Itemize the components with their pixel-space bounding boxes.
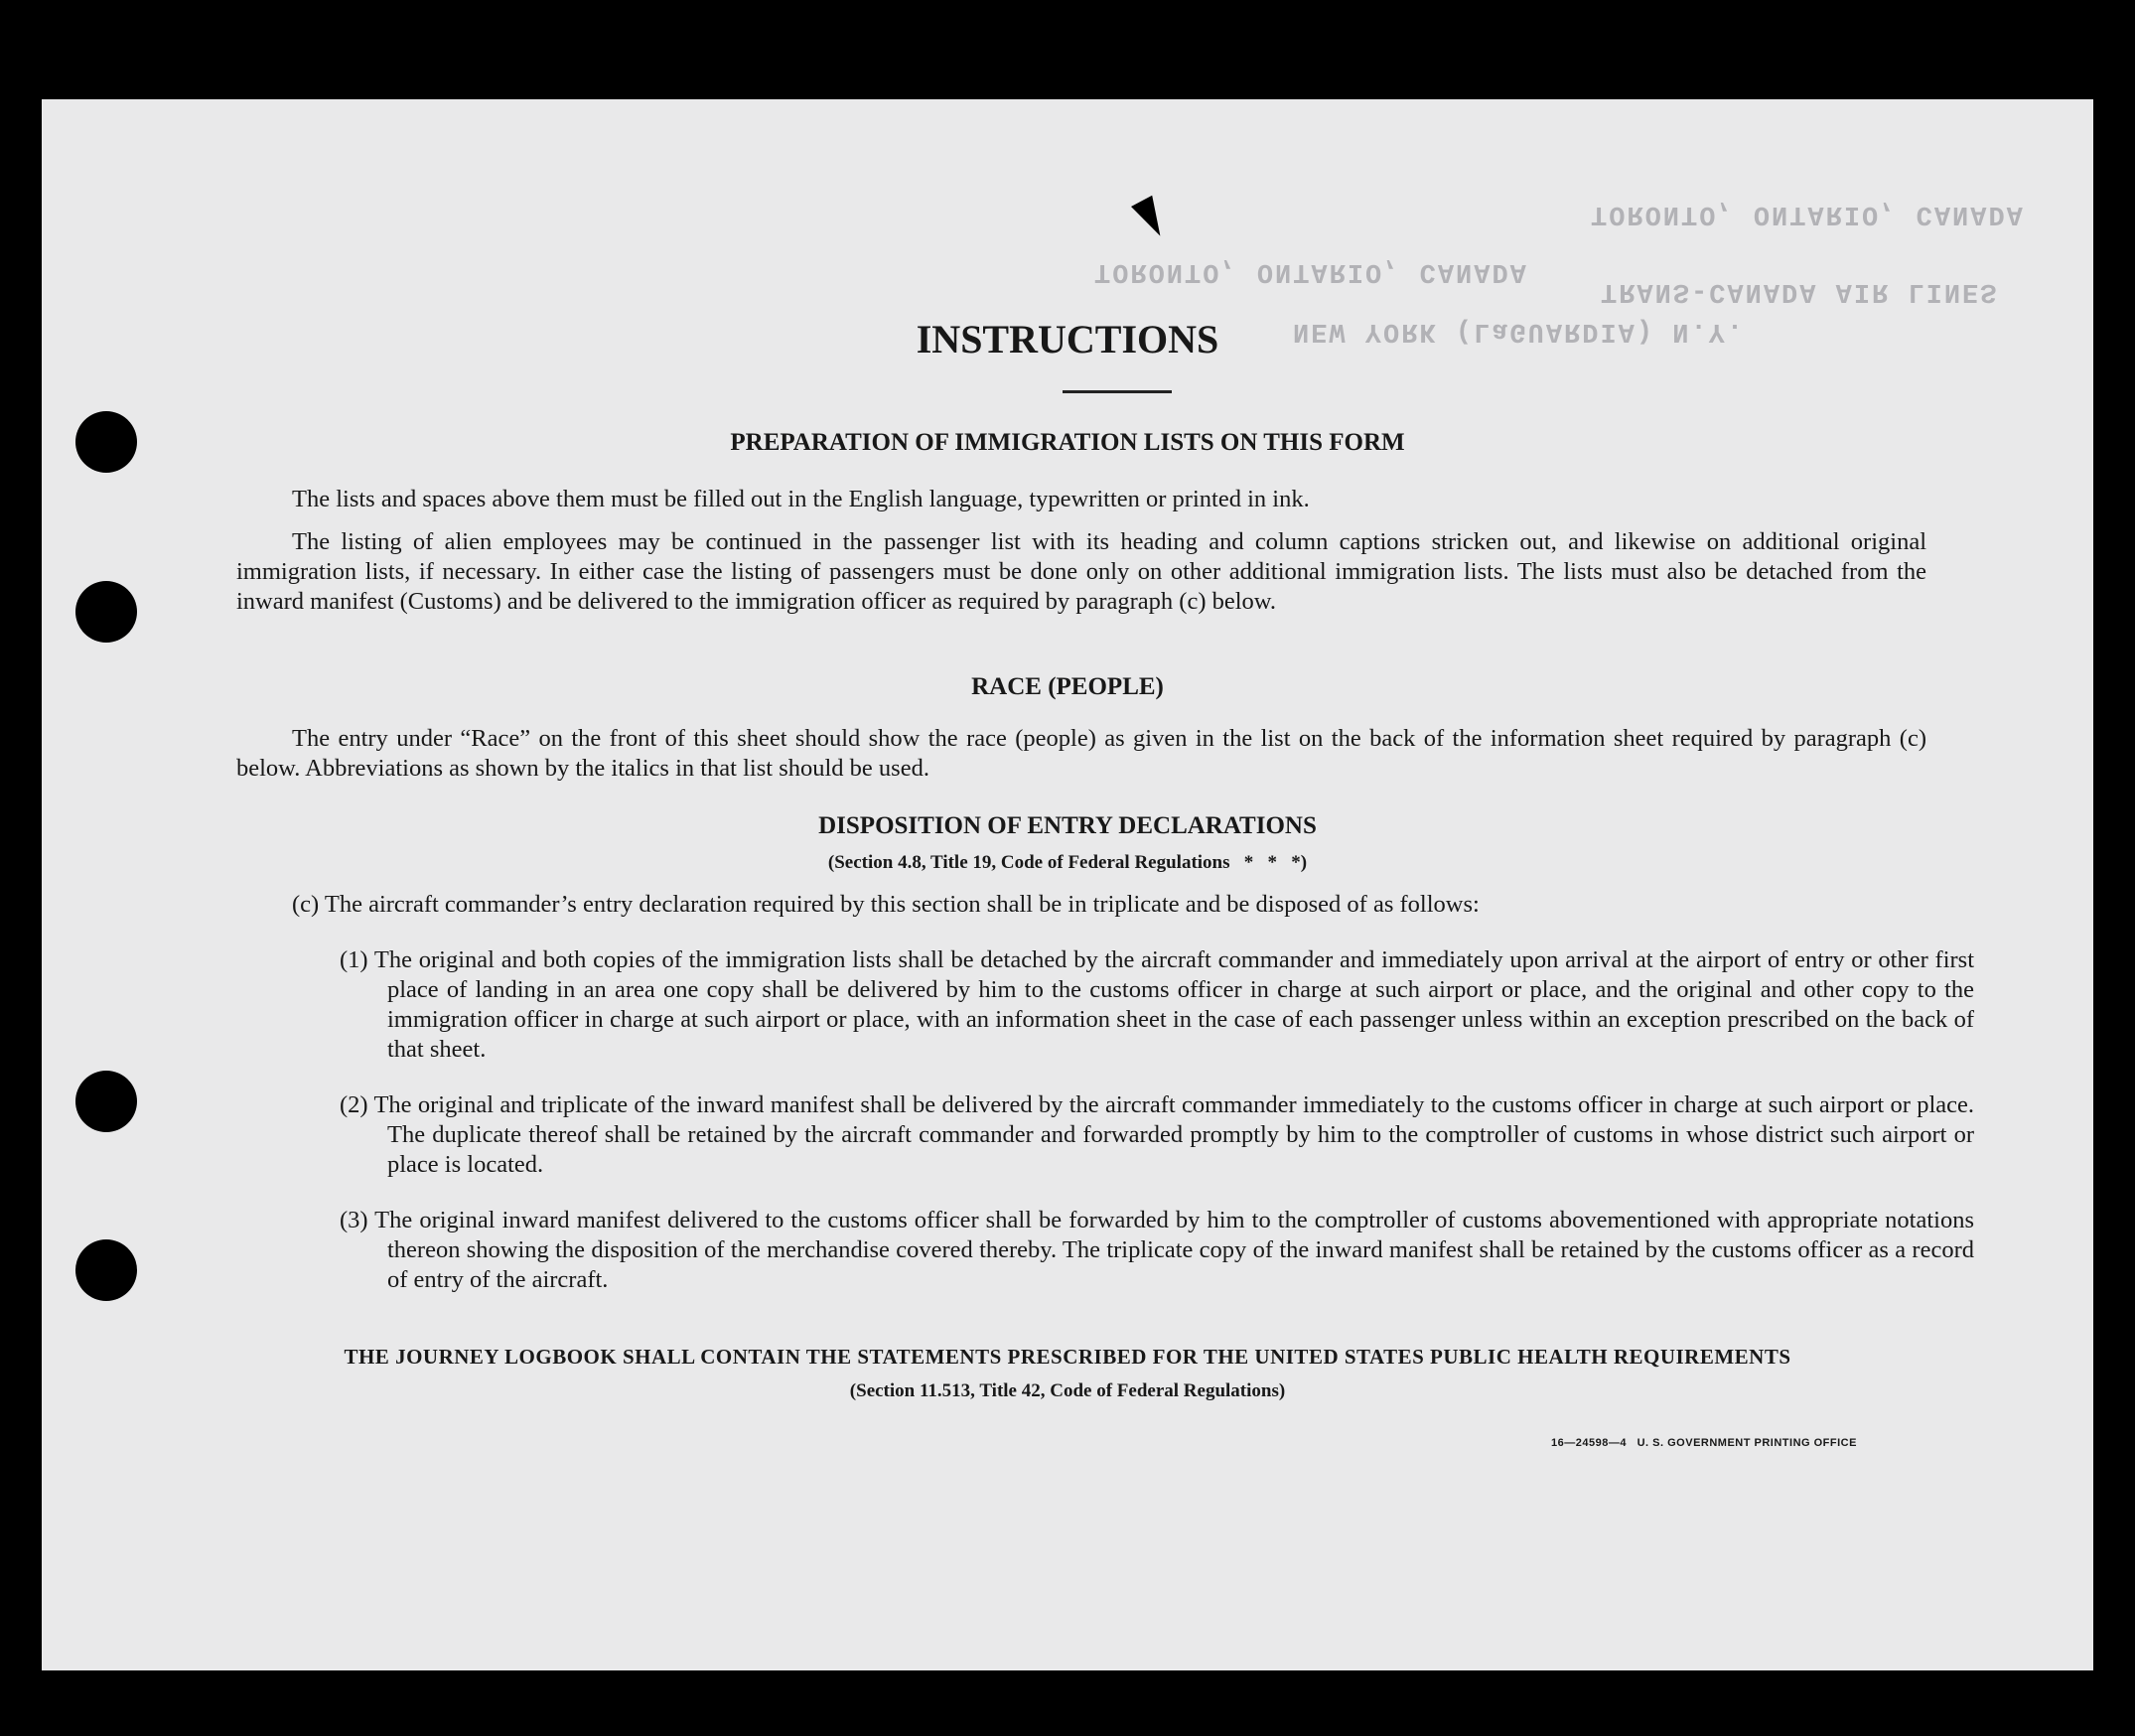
disposition-item: (1) The original and both copies of the immigration lists shall be detached by the aircraft commander and immediately upon arrival at the airport of entry or other first place of landing in an area one copy shall be delivered by him to the customs officer in charge at such airport or place, and the original and other copy to the immigration officer in charge at such airport or place, with an information sheet in the case of each passenger unless within an exception prescribed on the back of that sheet. [340, 946, 1974, 1063]
preparation-paragraph: The lists and spaces above them must be filled out in the English language, typewritten or printed in ink. [292, 486, 1310, 512]
bleed-through-text: TRANS-CANADA AIR LINES [1601, 276, 1999, 306]
race-paragraph: The entry under “Race” on the front of this sheet should show the race (people) as given in the list on the back of the information sheet required by paragraph (c) below. Abbreviations as shown by the italics in that list should be used. [236, 725, 1926, 782]
document-page [42, 99, 2093, 1670]
bleed-through-text: NEW YORK (LaGUARDIA) N.Y. [1293, 316, 1746, 346]
punch-hole-icon [75, 581, 137, 643]
punch-hole-icon [75, 1239, 137, 1301]
section-heading-preparation: PREPARATION OF IMMIGRATION LISTS ON THIS FORM [730, 429, 1405, 456]
section-heading-race: RACE (PEOPLE) [971, 673, 1164, 700]
printing-office-code: 16—24598—4 U. S. GOVERNMENT PRINTING OFFICE [1551, 1437, 1857, 1449]
disposition-reference: (Section 4.8, Title 19, Code of Federal Regulations * * *) [827, 852, 1308, 873]
paper-tear [1131, 196, 1171, 242]
punch-hole-icon [75, 1071, 137, 1132]
bleed-through-text: TORONTO, ONTARIO, CANADA [1591, 199, 2025, 228]
footer-statement: THE JOURNEY LOGBOOK SHALL CONTAIN THE STATEMENTS PRESCRIBED FOR THE UNITED STATES PUBLIC HEALTH REQUIREMENTS [344, 1345, 1791, 1369]
title-underline [1063, 390, 1172, 393]
disposition-item: (2) The original and triplicate of the inward manifest shall be delivered by the aircraft commander immediately to the customs officer in charge at such airport or place. The duplicate thereof shall be retained by the aircraft commander and forwarded promptly by him to the comptroller of customs in whose district such airport or place is located. [340, 1091, 1974, 1178]
footer-reference: (Section 11.513, Title 42, Code of Federal Regulations) [849, 1380, 1286, 1401]
preparation-paragraph: The listing of alien employees may be continued in the passenger list with its heading and column captions stricken out, and likewise on additional original immigration lists, if necessary. In either case the listing of passengers must be done only on other additional immigration lists. The lists must also be detached from the inward manifest (Customs) and be delivered to the immigration officer as required by paragraph (c) below. [236, 528, 1926, 615]
disposition-item: (3) The original inward manifest delivered to the customs officer shall be forwarded by him to the comptroller of customs abovementioned with appropriate notations thereon showing the disposition of the merchandise covered thereby. The triplicate copy of the inward manifest shall be retained by the customs officer as a record of entry of the aircraft. [340, 1207, 1974, 1293]
page-title: INSTRUCTIONS [916, 317, 1219, 362]
bleed-through-text: TORONTO, ONTARIO, CANADA [1094, 256, 1528, 286]
disposition-intro: (c) The aircraft commander’s entry declaration required by this section shall be in triplicate and be disposed of as follows: [292, 891, 1480, 918]
section-heading-disposition: DISPOSITION OF ENTRY DECLARATIONS [818, 812, 1317, 839]
